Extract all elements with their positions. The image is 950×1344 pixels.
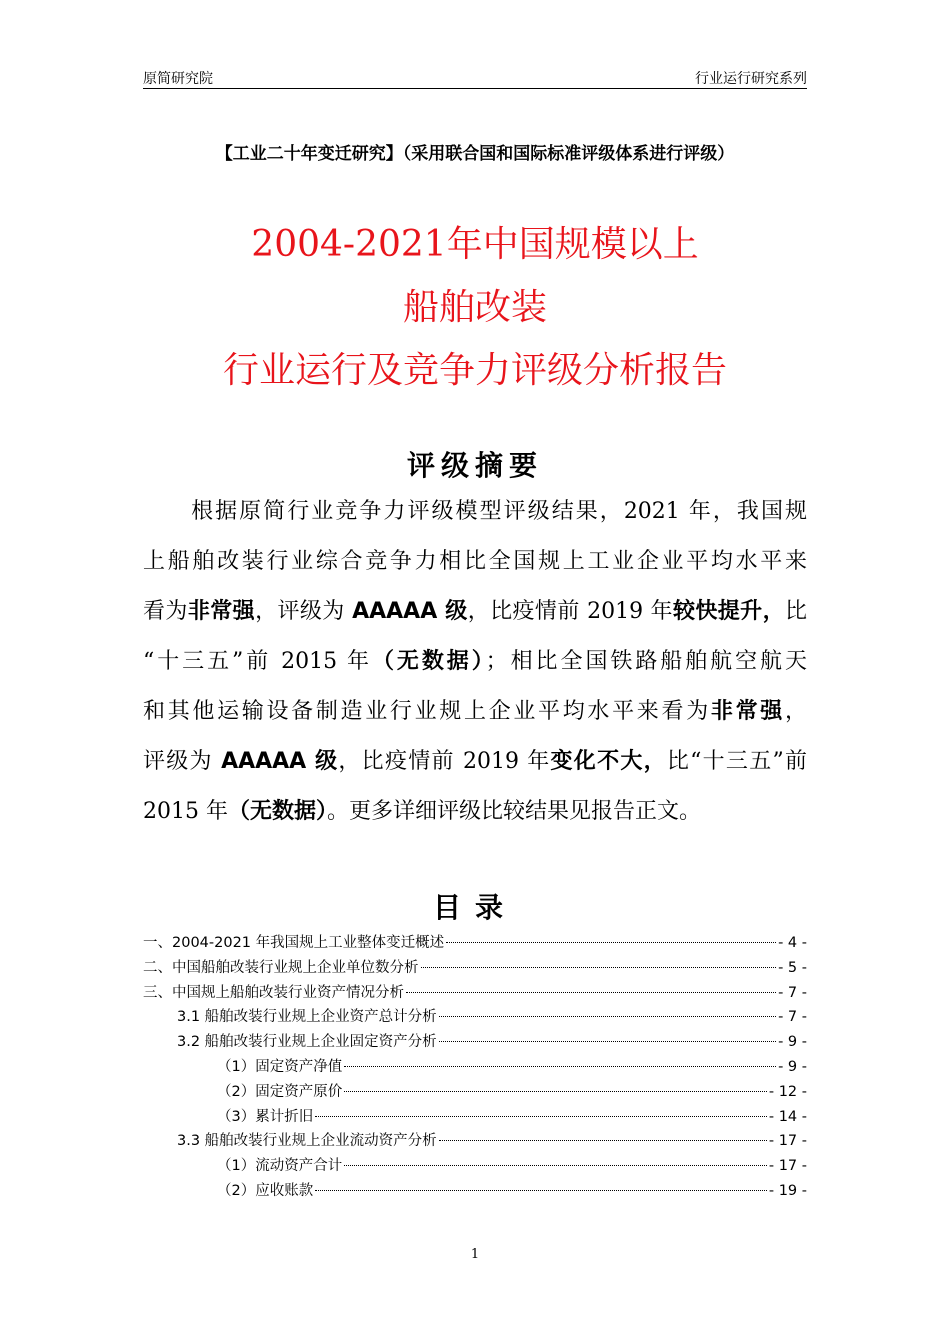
toc-entry[interactable] <box>143 1155 807 1180</box>
emphasis-text: （无数据） <box>371 649 486 674</box>
toc-entry-label[interactable]: （1）固定资产净值 <box>217 1058 343 1075</box>
toc-leader-dots <box>344 1165 767 1166</box>
toc-entry-label[interactable]: （2）应收账款 <box>217 1182 314 1199</box>
emphasis-text: AAAAA 级 <box>221 749 339 774</box>
toc-entry[interactable] <box>143 1081 807 1106</box>
toc-entry-label[interactable]: （2）固定资产原价 <box>217 1083 343 1100</box>
emphasis-text: AAAAA 级 <box>352 599 468 624</box>
emphasis-text: 变化不大， <box>550 749 667 774</box>
summary-line <box>143 792 807 842</box>
toc-entry[interactable] <box>143 1106 807 1131</box>
summary-heading: 评级摘要 <box>406 449 543 482</box>
toc-leader-dots <box>315 1116 767 1117</box>
toc-entry-label[interactable]: 3.3 船舶改装行业规上企业流动资产分析 <box>177 1133 437 1150</box>
toc-entry-page: - 17 - <box>768 1133 807 1150</box>
header-series: 行业运行研究系列 <box>695 71 807 87</box>
toc-heading: 目录 <box>432 891 517 924</box>
summary-text: ，比疫情前 2019 年 <box>338 749 551 774</box>
report-title-line-2: 船舶改装 <box>402 287 547 328</box>
header-divider <box>143 88 807 89</box>
summary-line <box>143 642 807 692</box>
toc-entry[interactable] <box>143 957 807 982</box>
toc-entry[interactable] <box>143 932 807 957</box>
toc-entry[interactable] <box>143 1180 807 1205</box>
toc-leader-dots <box>421 967 777 968</box>
summary-text: ， <box>784 699 807 724</box>
report-title-line-3: 行业运行及竞争力评级分析报告 <box>222 350 727 391</box>
summary-text: 看为 <box>143 599 188 624</box>
summary-text: 上船舶改装行业综合竞争力相比全国规上工业企业平均水平来 <box>143 549 807 574</box>
toc-entry-label[interactable]: （1）流动资产合计 <box>217 1158 343 1175</box>
summary-text: 。更多详细评级比较结果见报告正文。 <box>327 799 702 824</box>
report-title-line-1: 2004-2021年中国规模以上 <box>251 224 699 265</box>
toc-entry-page: - 17 - <box>768 1158 807 1175</box>
summary-line <box>143 492 807 542</box>
toc-entry[interactable] <box>143 982 807 1007</box>
summary-text: “十三五”前 2015 年 <box>143 649 372 674</box>
toc-entry-label[interactable]: 三、中国规上船舶改装行业资产情况分析 <box>143 984 404 1001</box>
summary-line <box>143 692 807 742</box>
toc-entry-label[interactable]: 3.2 船舶改装行业规上企业固定资产分析 <box>177 1034 437 1051</box>
toc-leader-dots <box>446 942 776 943</box>
summary-text: 根据原简行业竞争力评级模型评级结果，2021 年，我国规 <box>143 499 807 524</box>
summary-text: 比“十三五”前 <box>666 749 807 774</box>
toc-entry-page: - 9 - <box>778 1058 807 1075</box>
header-org: 原简研究院 <box>143 71 213 87</box>
toc-entry-label[interactable]: 3.1 船舶改装行业规上企业资产总计分析 <box>177 1009 437 1026</box>
toc-leader-dots <box>344 1091 767 1092</box>
summary-line <box>143 592 807 642</box>
toc-leader-dots <box>315 1190 767 1191</box>
toc-entry-label[interactable]: 二、中国船舶改装行业规上企业单位数分析 <box>143 959 419 976</box>
summary-text: ；相比全国铁路船舶航空航天 <box>485 649 807 674</box>
toc-entry-page: - 7 - <box>778 1009 807 1026</box>
toc-entry-page: - 7 - <box>778 984 807 1001</box>
toc-entry-page: - 5 - <box>778 959 807 976</box>
summary-text: 和其他运输设备制造业行业规上企业平均水平来看为 <box>143 699 711 724</box>
series-line: 【工业二十年变迁研究】（采用联合国和国际标准评级体系进行评级） <box>215 144 735 164</box>
toc-leader-dots <box>344 1066 776 1067</box>
summary-line <box>143 742 807 792</box>
page-number: 1 <box>470 1247 480 1262</box>
toc-leader-dots <box>406 992 776 993</box>
toc-entry-label[interactable]: （3）累计折旧 <box>217 1108 314 1125</box>
toc-entry-label[interactable]: 一、2004-2021 年我国规上工业整体变迁概述 <box>143 935 445 951</box>
toc-entry-page: - 9 - <box>778 1034 807 1051</box>
toc-leader-dots <box>439 1140 767 1141</box>
summary-text: 2015 年 <box>143 799 228 824</box>
summary-text: 评级为 <box>143 749 222 774</box>
emphasis-text: 非常强 <box>187 599 256 624</box>
toc-entry[interactable] <box>143 1031 807 1056</box>
emphasis-text: 非常强 <box>710 699 785 724</box>
toc-entry-page: - 19 - <box>768 1182 807 1199</box>
summary-line <box>143 542 807 592</box>
toc-leader-dots <box>439 1016 776 1017</box>
toc-entry-page: - 14 - <box>768 1108 807 1125</box>
emphasis-text: 较快提升， <box>672 599 785 624</box>
toc-entry-page: - 12 - <box>768 1083 807 1100</box>
summary-text: ，评级为 <box>255 599 353 624</box>
toc-entry[interactable] <box>143 1056 807 1081</box>
toc-entry[interactable] <box>143 1130 807 1155</box>
toc-leader-dots <box>439 1041 776 1042</box>
table-of-contents <box>143 932 807 1205</box>
toc-entry-page: - 4 - <box>778 935 807 951</box>
summary-text: ，比疫情前 2019 年 <box>467 599 673 624</box>
toc-entry[interactable] <box>143 1006 807 1031</box>
summary-body <box>143 492 807 842</box>
summary-text: 比 <box>784 599 807 624</box>
emphasis-text: （无数据） <box>227 799 327 824</box>
